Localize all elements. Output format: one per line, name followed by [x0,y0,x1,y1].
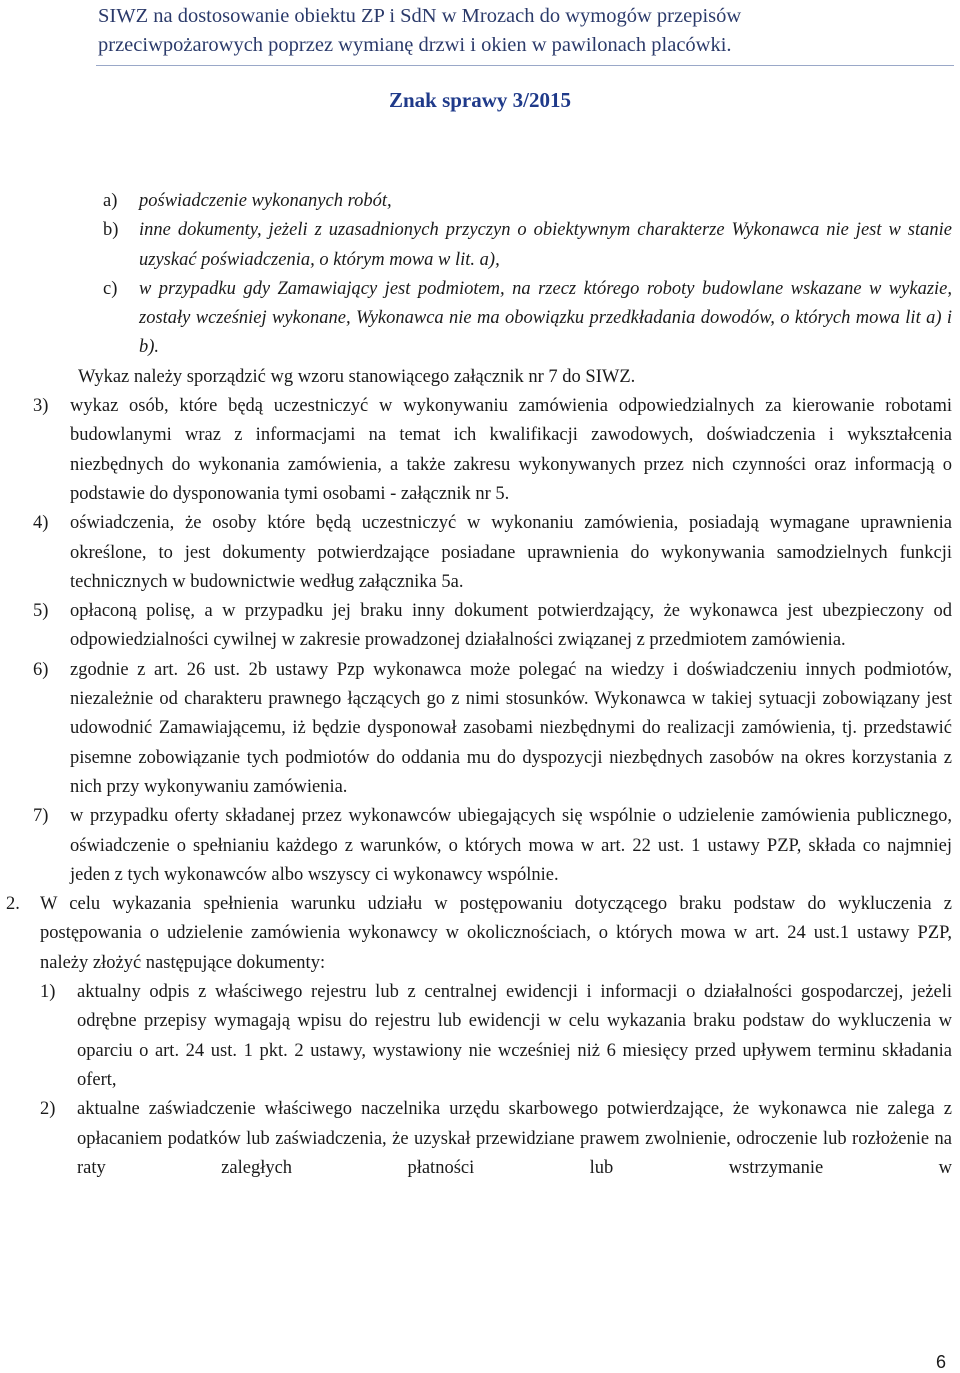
section-text: W celu wykazania spełnienia warunku udziału w postępowaniu dotyczącego braku podstaw do wykluczenia z postępowania o udzielenie zamówienia wykonawcy w okolicznościach, o których mowa w art. 24 ust.1 ustawy PZP, należy złożyć następujące dokumenty: [40,894,952,973]
list-marker: 7) [33,806,49,827]
list-item-b [0,216,960,275]
list-marker: 4) [33,513,49,534]
list-item-3 [0,392,960,509]
list-item-text: w przypadku oferty składanej przez wykonawców ubiegających się wspólnie o udzielenie zamówienia publicznego, oświadczenie o spełnianiu każdego z warunków, o których mowa w art. 22 ust. 1 ustawy PZP, składa co najmniej jeden z tych wykonawców albo wszyscy ci wykonawcy wspólnie. [70,806,952,885]
header-title-line-2: przeciwpożarowych poprzez wymianę drzwi i okien w pawilonach placówki. [98,34,732,56]
list-item-text: aktualny odpis z właściwego rejestru lub z centralnej ewidencji i informacji o działalności gospodarczej, jeżeli odrębne przepisy wymagają wpisu do rejestru lub ewidencji w celu wykazania braku podstaw do wykluczenia w oparciu o art. 24 ust. 1 pkt. 2 ustawy, wystawiony nie wcześniej niż 6 miesięcy przed upływem terminu składania ofert, [77,982,952,1090]
attachment-note: Wykaz należy sporządzić wg wzoru stanowiącego załącznik nr 7 do SIWZ. [78,366,636,387]
list-item-c [0,275,960,363]
list-item-text: w przypadku gdy Zamawiający jest podmiotem, na rzecz którego roboty budowlane wskazane w wykazie, zostały wcześniej wykonane, Wykonawca nie ma obowiązku przedkładania dowodów, o których mowa lit a) i b). [139,278,952,358]
list-item-text: inne dokumenty, jeżeli z uzasadnionych przyczyn o obiektywnym charakterze Wykonawca nie jest w stanie uzyskać poświadczenia, o którym mowa w lit. a), [139,220,952,270]
list-item-text: aktualne zaświadczenie właściwego naczelnika urzędu skarbowego potwierdzające, że wykonawca nie zalega z opłacaniem podatków lub zaświadczenia, że uzyskał przewidziane prawem zwolnienie, odroczenie lub rozłożenie na raty zaległych płatności lub wstrzymanie w [77,1099,952,1178]
list-marker: 1) [40,982,56,1003]
page-header [98,2,918,60]
case-number: Znak sprawy 3/2015 [388,88,572,112]
page-number: 6 [936,1352,947,1372]
list-marker: 5) [33,601,49,622]
header-title-line-1: SIWZ na dostosowanie obiektu ZP i SdN w Mrozach do wymogów przepisów [98,5,742,27]
list-marker: 2) [40,1099,56,1120]
list-item-text: wykaz osób, które będą uczestniczyć w wykonywaniu zamówienia odpowiedzialnych za kierowanie robotami budowlanymi wraz z informacjami na temat ich kwalifikacji zawodowych, doświadczenia i wykształcenia niezbędnych do wykonania zamówienia, a także zakresu wykonywanych przez nich czynności oraz informacją o podstawie do dysponowania tymi osobami - załącznik nr 5. [70,396,952,504]
header-divider [96,65,954,66]
list-item-7 [0,802,960,890]
list-marker: a) [103,191,118,211]
list-item-5 [0,597,960,656]
document-body [0,187,960,1183]
list-item-text: zgodnie z art. 26 ust. 2b ustawy Pzp wykonawca może polegać na wiedzy i doświadczeniu innych podmiotów, niezależnie od charakteru prawnego łączących go z nimi stosunków. Wykonawca w takiej sytuacji zobowiązany jest udowodnić Zamawiającemu, iż będzie dysponował zasobami niezbędnymi do realizacji zamówienia, tj. przedstawić pisemne zobowiązanie tych podmiotów do oddania mu do dyspozycji niezbędnych zasobów na okres korzystania z nich przy wykonywaniu zamówienia. [70,659,952,797]
list-item-6 [0,656,960,802]
list-marker: b) [103,220,119,241]
list-item-a [0,187,960,216]
list-marker: c) [103,278,118,299]
list-item-4 [0,509,960,597]
list-item-text: poświadczenie wykonanych robót, [139,191,392,211]
section-marker: 2. [6,894,20,915]
list-marker: 3) [33,396,49,417]
section-2-item-2 [0,1095,960,1183]
section-2-item-1 [0,978,960,1095]
section-2 [0,890,960,978]
list-marker: 6) [33,659,49,680]
list-item-text: opłaconą polisę, a w przypadku jej braku inny dokument potwierdzający, że wykonawca jest ubezpieczony od odpowiedzialności cywilnej w zakresie prowadzonej działalności związanej z przedmiotem zamówienia. [70,601,952,651]
list-item-text: oświadczenia, że osoby które będą uczestniczyć w wykonaniu zamówienia, posiadają wymagane uprawnienia określone, to jest dokumenty potwierdzające posiadane uprawnienia do wykonywania samodzielnych funkcji technicznych w budownictwie według załącznika 5a. [70,513,952,592]
